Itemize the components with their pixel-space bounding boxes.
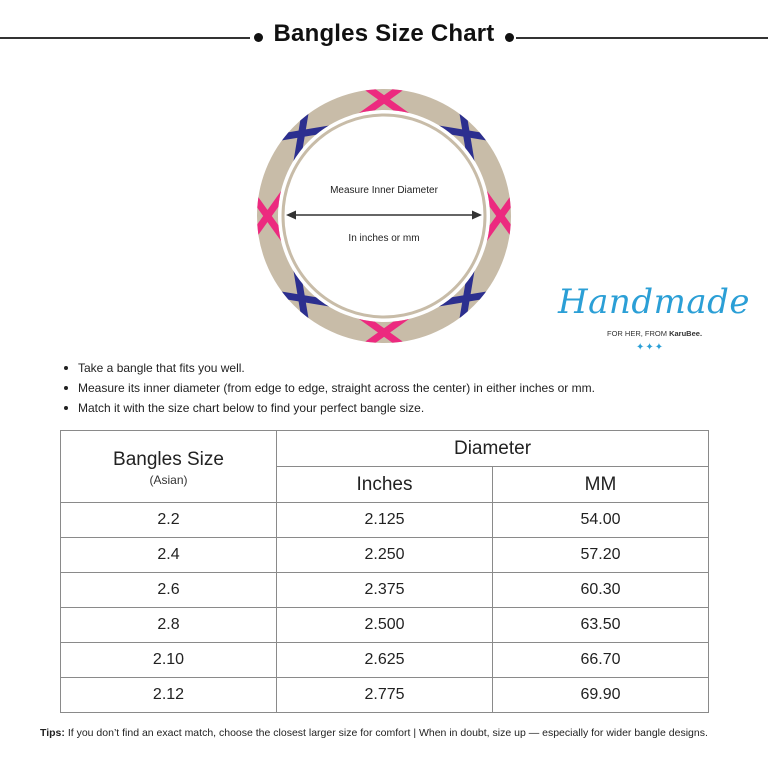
instruction-item: Measure its inner diameter (from edge to edge, straight across the center) in either inches or mm.: [62, 378, 595, 398]
size-column-header: [61, 431, 277, 503]
size-header-sub: (Asian): [149, 472, 188, 487]
table-row: [61, 573, 709, 608]
diameter-arrow-left-head: [286, 211, 296, 220]
instruction-item: Match it with the size chart below to find your perfect bangle size.: [62, 398, 595, 418]
size-cell: 2.8: [61, 608, 277, 643]
brand-tagline: [607, 329, 702, 338]
title-dot-left: [254, 33, 263, 42]
page-title: Bangles Size Chart: [273, 20, 495, 47]
diameter-arrow-right-head: [472, 211, 482, 220]
inches-cell: 2.375: [277, 573, 493, 608]
inches-cell: 2.625: [277, 643, 493, 678]
brand-logo: [556, 282, 750, 362]
table-row: [61, 678, 709, 713]
inches-cell: 2.250: [277, 538, 493, 573]
table-row: [61, 538, 709, 573]
bangle-svg: [254, 86, 514, 346]
size-cell: 2.12: [61, 678, 277, 713]
inches-cell: 2.500: [277, 608, 493, 643]
instruction-item: Take a bangle that fits you well.: [62, 358, 595, 378]
mm-cell: 60.30: [493, 573, 709, 608]
inches-header: Inches: [277, 467, 493, 503]
bangle-illustration: [254, 86, 514, 346]
table-row: [61, 643, 709, 678]
mm-cell: 66.70: [493, 643, 709, 678]
sparkle-icon: ✦✦✦: [636, 342, 665, 353]
mm-cell: 69.90: [493, 678, 709, 713]
tips-label: Tips:: [40, 727, 65, 739]
measure-label: Measure Inner Diameter: [330, 185, 438, 196]
instruction-list: [62, 358, 595, 418]
bangle-inner-ring: [283, 115, 485, 317]
title-divider-left: [0, 37, 250, 39]
tips-note: [40, 727, 740, 739]
inches-cell: 2.775: [277, 678, 493, 713]
brand-name: KaruBee.: [669, 329, 703, 338]
brand-script: Handmade: [558, 282, 750, 322]
size-cell: 2.10: [61, 643, 277, 678]
size-header-label: Bangles Size: [113, 448, 224, 470]
table-row: [61, 503, 709, 538]
title-row: [0, 18, 768, 58]
diameter-header: Diameter: [277, 431, 709, 467]
size-cell: 2.2: [61, 503, 277, 538]
title-dot-right: [505, 33, 514, 42]
title-divider-right: [516, 37, 768, 39]
mm-cell: 63.50: [493, 608, 709, 643]
size-cell: 2.6: [61, 573, 277, 608]
inches-cell: 2.125: [277, 503, 493, 538]
size-cell: 2.4: [61, 538, 277, 573]
mm-cell: 57.20: [493, 538, 709, 573]
size-chart-table: [60, 430, 709, 713]
mm-header: MM: [493, 467, 709, 503]
mm-cell: 54.00: [493, 503, 709, 538]
tips-text: If you don’t find an exact match, choose the closest larger size for comfort | When in doubt, size up — especially for wider bangle designs.: [64, 727, 708, 739]
units-label: In inches or mm: [348, 233, 420, 244]
brand-tagline-prefix: FOR HER, FROM: [607, 329, 670, 338]
table-row: [61, 608, 709, 643]
